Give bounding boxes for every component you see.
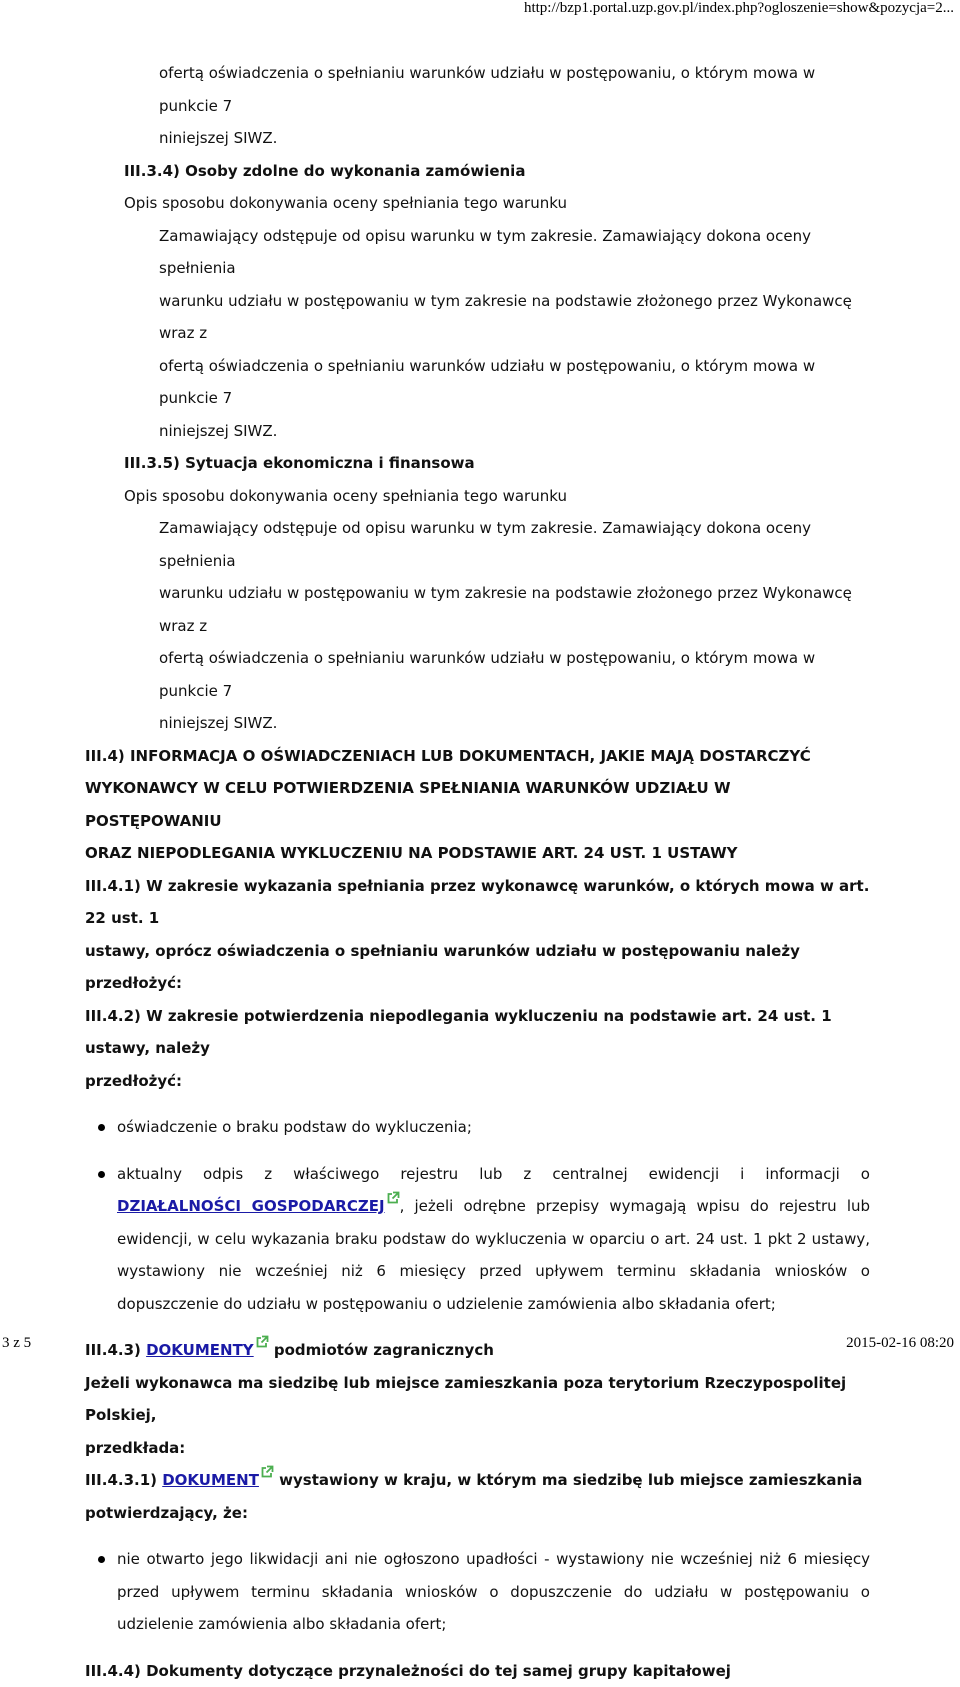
list-item-text: oświadczenie o braku podstaw do wykluczenia; bbox=[117, 1118, 472, 1136]
text-line: warunku udziału w postępowaniu w tym zakresie na podstawie złożonego przez Wykonawcę wraz z bbox=[85, 577, 870, 642]
external-link-icon[interactable] bbox=[255, 1335, 269, 1349]
external-link-icon[interactable] bbox=[386, 1191, 400, 1205]
text-line: Zamawiający odstępuje od opisu warunku w tym zakresie. Zamawiający dokona oceny spełnienia bbox=[85, 512, 870, 577]
list-item-text: aktualny odpis z właściwego rejestru lub z centralnej ewidencji i informacji o bbox=[117, 1158, 870, 1191]
section-subheading: Opis sposobu dokonywania oceny spełniania tego warunku bbox=[85, 187, 870, 220]
section-3-4-3-suffix: podmiotów zagranicznych bbox=[269, 1341, 494, 1359]
text-line: ofertą oświadczenia o spełnianiu warunków udziału w postępowaniu, o którym mowa w punkcie 7 bbox=[85, 642, 870, 707]
section-3-4-3-1-prefix: III.4.3.1) bbox=[85, 1471, 162, 1489]
bullet-icon bbox=[98, 1171, 105, 1178]
section-3-4-2-line: przedłożyć: bbox=[85, 1065, 870, 1098]
text-line: warunku udziału w postępowaniu w tym zakresie na podstawie złożonego przez Wykonawcę wraz z bbox=[85, 285, 870, 350]
list-item-text: , jeżeli odrębne przepisy wymagają wpisu do rejestru lub ewidencji, w celu wykazania braku podstaw do wykluczenia w oparciu o art. 24 ust. 1 pkt 2 ustawy, wystawiony nie wcześniej niż 6 miesięcy przed upływem terminu składania wniosków o dopuszczenie do udziału w postępowaniu o udzielenie zamówienia albo składania ofert; bbox=[117, 1197, 870, 1313]
list-item-text: nie otwarto jego likwidacji ani nie ogłoszono upadłości - wystawiony nie wcześniej niż 6 miesięcy przed upływem terminu składania wniosków o dopuszczenie do udziału w postępowaniu o udzielenie zamówienia albo składania ofert; bbox=[117, 1550, 870, 1633]
dzialalnosci-gospodarczej-link[interactable]: DZIAŁALNOŚCI GOSPODARCZEJ bbox=[117, 1197, 385, 1215]
dokumenty-link[interactable]: DOKUMENTY bbox=[146, 1341, 254, 1359]
external-link-icon[interactable] bbox=[260, 1465, 274, 1479]
text-line: Zamawiający odstępuje od opisu warunku w tym zakresie. Zamawiający dokona oceny spełnienia bbox=[85, 220, 870, 285]
section-3-4-3-prefix: III.4.3) bbox=[85, 1341, 146, 1359]
text-line: ofertą oświadczenia o spełnianiu warunków udziału w postępowaniu, o którym mowa w punkcie 7 bbox=[85, 350, 870, 415]
section-3-4-3-line: przedkłada: bbox=[85, 1432, 870, 1465]
section-heading-3-3-5: III.3.5) Sytuacja ekonomiczna i finansowa bbox=[85, 447, 870, 480]
list-item bbox=[85, 1543, 870, 1641]
bullet-list bbox=[85, 1543, 870, 1641]
bullet-list bbox=[85, 1111, 870, 1320]
list-item bbox=[85, 1111, 870, 1144]
section-3-4-3-line: Jeżeli wykonawca ma siedzibę lub miejsce zamieszkania poza terytorium Rzeczypospolitej Polskiej, bbox=[85, 1367, 870, 1432]
section-3-4-3-1-suffix: wystawiony w kraju, w którym ma siedzibę lub miejsce zamieszkania bbox=[274, 1471, 862, 1489]
section-heading-3-3-4: III.3.4) Osoby zdolne do wykonania zamówienia bbox=[85, 155, 870, 188]
text-line: niniejszej SIWZ. bbox=[85, 122, 870, 155]
section-subheading: Opis sposobu dokonywania oceny spełniania tego warunku bbox=[85, 480, 870, 513]
section-3-4-3-1 bbox=[85, 1464, 870, 1497]
section-heading-3-4-line: WYKONAWCY W CELU POTWIERDZENIA SPEŁNIANIA WARUNKÓW UDZIAŁU W POSTĘPOWANIU bbox=[85, 772, 870, 837]
section-heading-3-4: III.4) INFORMACJA O OŚWIADCZENIACH LUB DOKUMENTACH, JAKIE MAJĄ DOSTARCZYĆ bbox=[85, 740, 870, 773]
bullet-icon bbox=[98, 1124, 105, 1131]
section-3-4-3-1-line: potwierdzający, że: bbox=[85, 1497, 870, 1530]
list-item bbox=[85, 1158, 870, 1321]
section-3-4-3 bbox=[85, 1334, 870, 1367]
section-3-4-4: III.4.4) Dokumenty dotyczące przynależności do tej samej grupy kapitałowej bbox=[85, 1655, 870, 1687]
text-line: niniejszej SIWZ. bbox=[85, 707, 870, 740]
bullet-icon bbox=[98, 1556, 105, 1563]
dokument-link[interactable]: DOKUMENT bbox=[162, 1471, 259, 1489]
document-body bbox=[85, 57, 870, 1687]
section-heading-3-4-line: ORAZ NIEPODLEGANIA WYKLUCZENIU NA PODSTAWIE ART. 24 UST. 1 USTAWY bbox=[85, 837, 870, 870]
print-datetime: 2015-02-16 08:20 bbox=[846, 1335, 954, 1352]
text-line: niniejszej SIWZ. bbox=[85, 415, 870, 448]
section-3-4-2: III.4.2) W zakresie potwierdzenia niepodlegania wykluczeniu na podstawie art. 24 ust. 1 ustawy, należy bbox=[85, 1000, 870, 1065]
page-number: 3 z 5 bbox=[2, 1335, 31, 1352]
page-url: http://bzp1.portal.uzp.gov.pl/index.php?ogloszenie=show&pozycja=2... bbox=[524, 0, 954, 17]
section-3-4-1-line: ustawy, oprócz oświadczenia o spełnianiu warunków udziału w postępowaniu należy przedłożyć: bbox=[85, 935, 870, 1000]
text-line: ofertą oświadczenia o spełnianiu warunków udziału w postępowaniu, o którym mowa w punkcie 7 bbox=[85, 57, 870, 122]
section-3-4-1: III.4.1) W zakresie wykazania spełniania przez wykonawcę warunków, o których mowa w art. 22 ust. 1 bbox=[85, 870, 870, 935]
